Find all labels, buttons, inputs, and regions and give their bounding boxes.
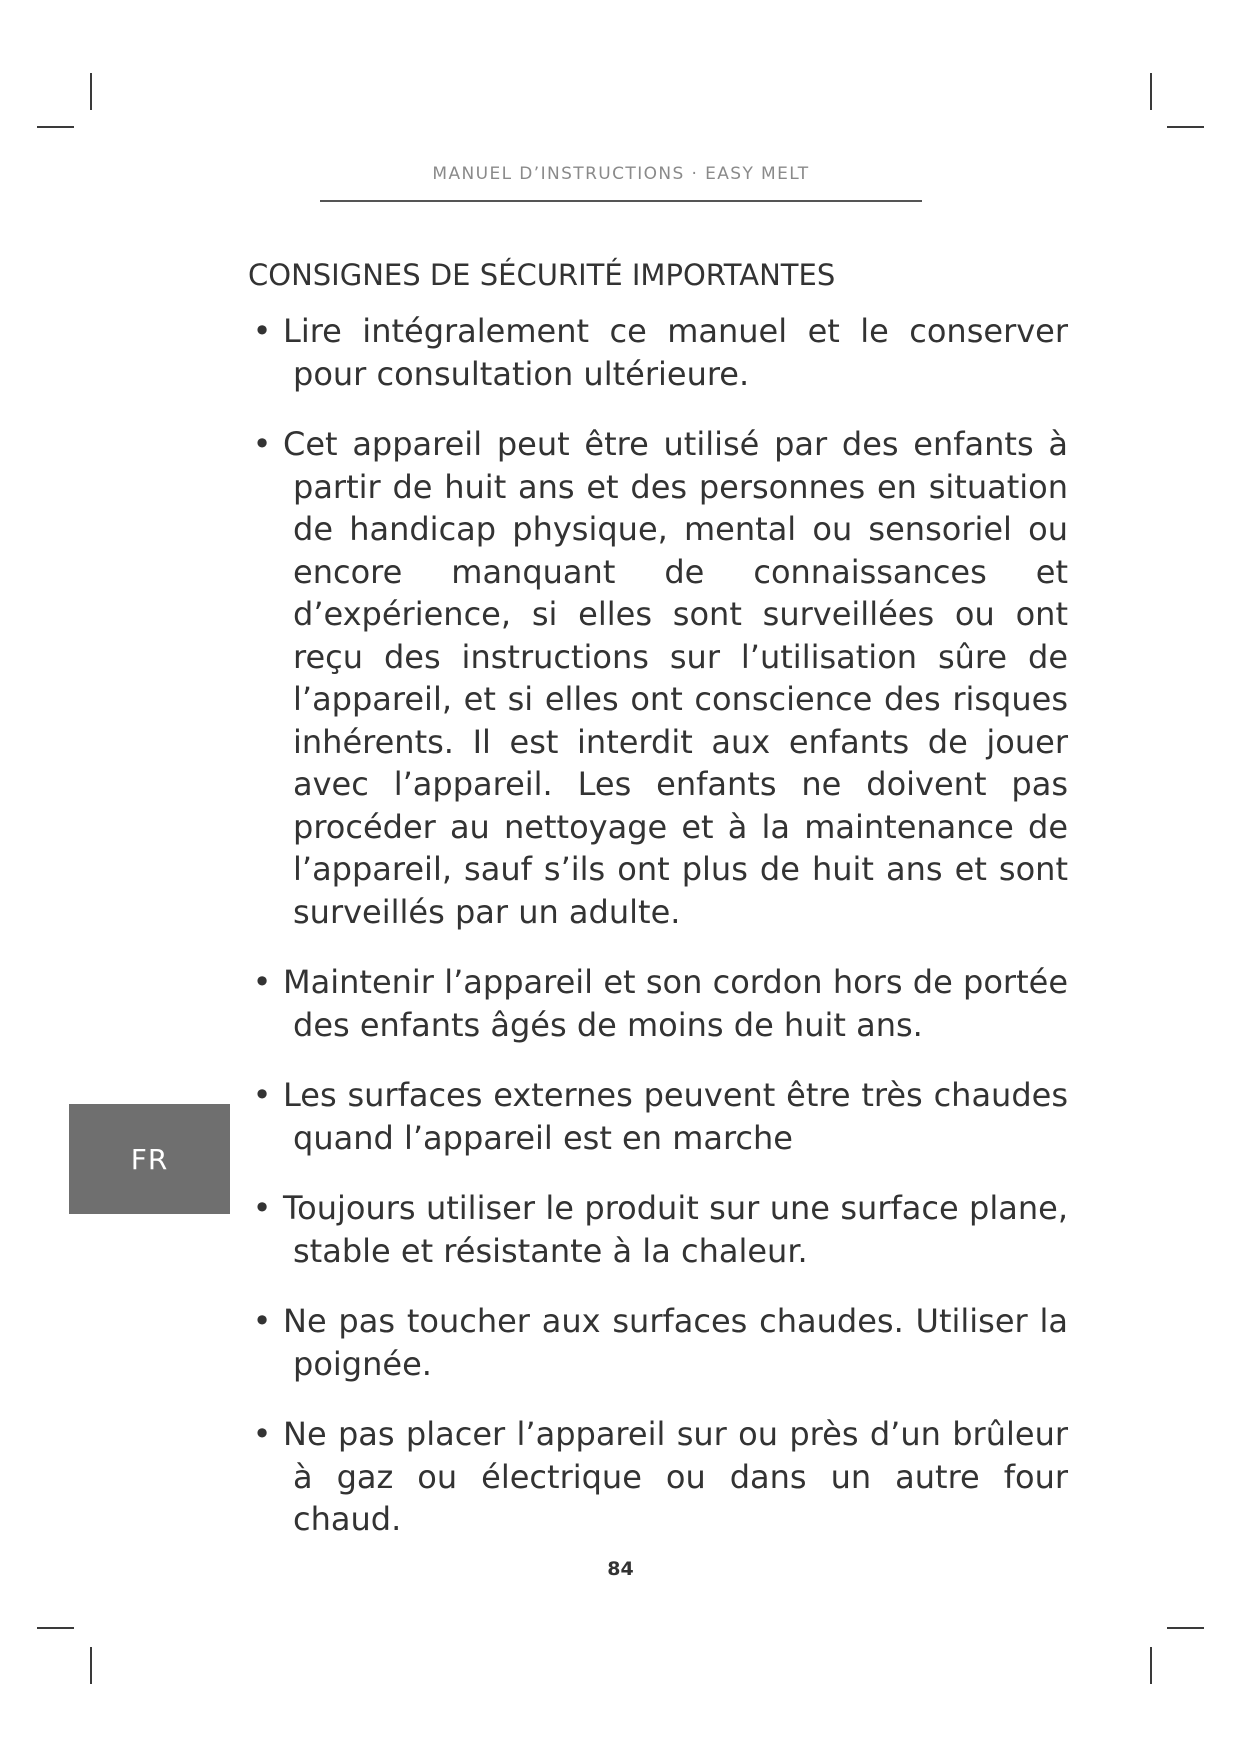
header-divider	[320, 200, 922, 202]
language-tab-label: FR	[130, 1142, 169, 1176]
bullet-icon: •	[252, 1302, 272, 1340]
crop-mark-top-left-vertical	[90, 73, 92, 110]
list-item	[248, 310, 1068, 395]
list-item	[248, 1187, 1068, 1272]
list-item-text: Maintenir l’appareil et son cordon hors de portée des enfants âgés de moins de huit ans.	[283, 963, 1068, 1044]
list-item	[248, 1413, 1068, 1541]
crop-mark-bottom-left-horizontal	[37, 1627, 74, 1629]
crop-mark-top-left-horizontal	[37, 126, 74, 128]
crop-mark-top-right-horizontal	[1167, 126, 1204, 128]
list-item-text: Ne pas toucher aux surfaces chaudes. Utiliser la poignée.	[283, 1302, 1068, 1383]
crop-mark-bottom-right-horizontal	[1167, 1627, 1204, 1629]
bullet-icon: •	[252, 963, 272, 1001]
list-item-text: Toujours utiliser le produit sur une surface plane, stable et résistante à la chaleur.	[283, 1189, 1068, 1270]
bullet-icon: •	[252, 1189, 272, 1227]
bullet-icon: •	[252, 1076, 272, 1114]
bullet-icon: •	[252, 1415, 272, 1453]
crop-mark-bottom-right-vertical	[1150, 1647, 1152, 1684]
list-item-text: Les surfaces externes peuvent être très chaudes quand l’appareil est en marche	[283, 1076, 1068, 1157]
section-title: CONSIGNES DE SÉCURITÉ IMPORTANTES	[248, 258, 836, 292]
list-item-text: Lire intégralement ce manuel et le conserver pour consultation ultérieure.	[283, 312, 1068, 393]
language-tab	[69, 1104, 230, 1214]
list-item	[248, 1300, 1068, 1385]
running-header: MANUEL D’INSTRUCTIONS · EASY MELT	[432, 164, 810, 184]
list-item-text: Cet appareil peut être utilisé par des enfants à partir de huit ans et des personnes en situation de handicap physique, mental ou sensoriel ou encore manquant de connaissances et d’expérience, si elles sont surveillées ou ont reçu des instructions sur l’utilisation sûre de l’appareil, et si elles ont conscience des risques inhérents. Il est interdit aux enfants de jouer avec l’appareil. Les enfants ne doivent pas procéder au nettoyage et à la maintenance de l’appareil, sauf s’ils ont plus de huit ans et sont surveillés par un adulte.	[283, 425, 1068, 931]
safety-instructions-list	[248, 310, 1068, 1569]
list-item	[248, 961, 1068, 1046]
list-item	[248, 1074, 1068, 1159]
crop-mark-top-right-vertical	[1150, 73, 1152, 110]
crop-mark-bottom-left-vertical	[90, 1647, 92, 1684]
list-item-text: Ne pas placer l’appareil sur ou près d’un brûleur à gaz ou électrique ou dans un autre four chaud.	[283, 1415, 1068, 1538]
list-item	[248, 423, 1068, 933]
bullet-icon: •	[252, 425, 272, 463]
bullet-icon: •	[252, 312, 272, 350]
page-number: 84	[607, 1558, 634, 1580]
